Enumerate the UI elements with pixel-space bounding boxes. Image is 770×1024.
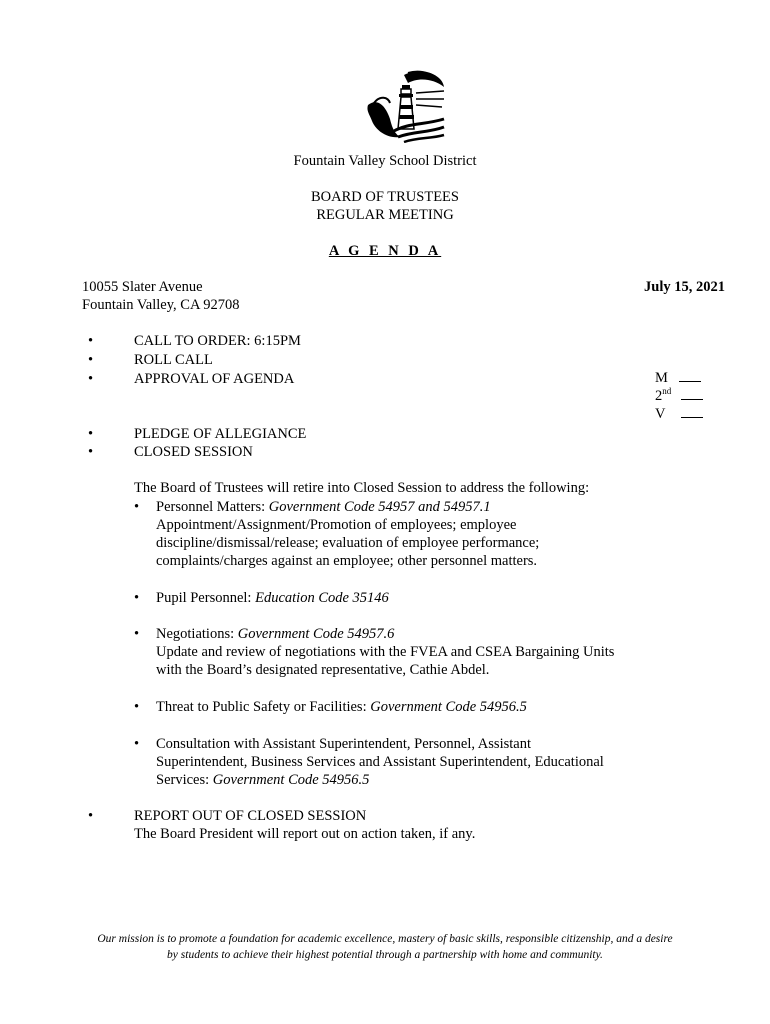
- vote-second: [655, 387, 703, 406]
- pupil-personnel: [156, 589, 656, 608]
- personnel-desc-3: complaints/charges against an employee; other personnel matters.: [156, 553, 538, 569]
- negotiations-desc-2: with the Board’s designated representative, Cathie Abdel.: [156, 662, 490, 678]
- item-report-out: REPORT OUT OF CLOSED SESSION: [134, 808, 367, 824]
- negotiations: [156, 625, 656, 644]
- sub-bullet: •: [134, 626, 140, 642]
- item-roll-call: ROLL CALL: [134, 352, 213, 368]
- vote-motion-blank: [679, 369, 701, 382]
- personnel-code: Government Code 54957 and 54957.1: [268, 499, 491, 515]
- threat-label: Threat to Public Safety or Facilities:: [156, 699, 371, 715]
- bullet: •: [88, 333, 94, 349]
- bullet: •: [88, 352, 94, 368]
- pupil-code: Education Code 35146: [255, 590, 389, 606]
- address-line-2: Fountain Valley, CA 92708: [82, 297, 240, 313]
- sub-bullet: •: [134, 736, 140, 752]
- consultation-desc-2: Superintendent, Business Services and Assistant Superintendent, Educational: [156, 754, 604, 770]
- pupil-label: Pupil Personnel:: [156, 590, 256, 606]
- vote-second-label: 2: [655, 388, 663, 404]
- personnel-matters: [156, 498, 656, 517]
- district-logo: [364, 67, 446, 143]
- district-name: Fountain Valley School District: [293, 153, 477, 169]
- item-call-to-order: CALL TO ORDER: 6:15PM: [134, 333, 301, 349]
- consultation-desc-1: Consultation with Assistant Superintendent, Personnel, Assistant: [156, 736, 531, 752]
- report-out-desc: The Board President will report out on action taken, if any.: [134, 826, 476, 842]
- negotiations-code: Government Code 54957.6: [237, 626, 395, 642]
- bullet: •: [88, 444, 94, 460]
- agenda-title: A G E N D A: [328, 243, 442, 259]
- meeting-date: July 15, 2021: [644, 279, 725, 295]
- consultation-services: [156, 771, 656, 790]
- board-title: BOARD OF TRUSTEES: [311, 189, 459, 205]
- consultation-label: Services:: [156, 772, 213, 788]
- negotiations-desc-1: Update and review of negotiations with the FVEA and CSEA Bargaining Units: [156, 644, 615, 660]
- vote-vote: [655, 405, 703, 424]
- item-pledge: PLEDGE OF ALLEGIANCE: [134, 426, 307, 442]
- personnel-desc-1: Appointment/Assignment/Promotion of employees; employee: [156, 517, 517, 533]
- mission-line-2: by students to achieve their highest potential through a partnership with home and community.: [167, 948, 603, 961]
- bullet: •: [88, 808, 94, 824]
- item-approval-of-agenda: APPROVAL OF AGENDA: [134, 371, 295, 387]
- negotiations-label: Negotiations:: [156, 626, 238, 642]
- meeting-type: REGULAR MEETING: [316, 207, 454, 223]
- bullet: •: [88, 426, 94, 442]
- sub-bullet: •: [134, 699, 140, 715]
- personnel-label: Personnel Matters:: [156, 499, 269, 515]
- vote-motion-label: M: [655, 370, 668, 386]
- sub-bullet: •: [134, 499, 140, 515]
- vote-second-sup: nd: [662, 386, 672, 397]
- vote-motion: [655, 369, 701, 388]
- consultation-code: Government Code 54956.5: [212, 772, 370, 788]
- threat-public-safety: [156, 698, 656, 717]
- personnel-desc-2: discipline/dismissal/release; evaluation of employee performance;: [156, 535, 540, 551]
- bullet: •: [88, 371, 94, 387]
- vote-vote-label: V: [655, 406, 666, 422]
- mission-statement: [60, 932, 710, 963]
- agenda-heading: [0, 242, 770, 261]
- mission-line-1: Our mission is to promote a foundation for academic excellence, mastery of basic skills, responsible citizenship, and a desire: [97, 933, 673, 945]
- sub-bullet: •: [134, 590, 140, 606]
- threat-code: Government Code 54956.5: [370, 699, 527, 715]
- vote-vote-blank: [681, 405, 703, 418]
- closed-session-intro: The Board of Trustees will retire into Closed Session to address the following:: [134, 480, 590, 496]
- item-closed-session: CLOSED SESSION: [134, 444, 253, 460]
- vote-second-blank: [681, 387, 703, 400]
- address-line-1: 10055 Slater Avenue: [82, 279, 203, 295]
